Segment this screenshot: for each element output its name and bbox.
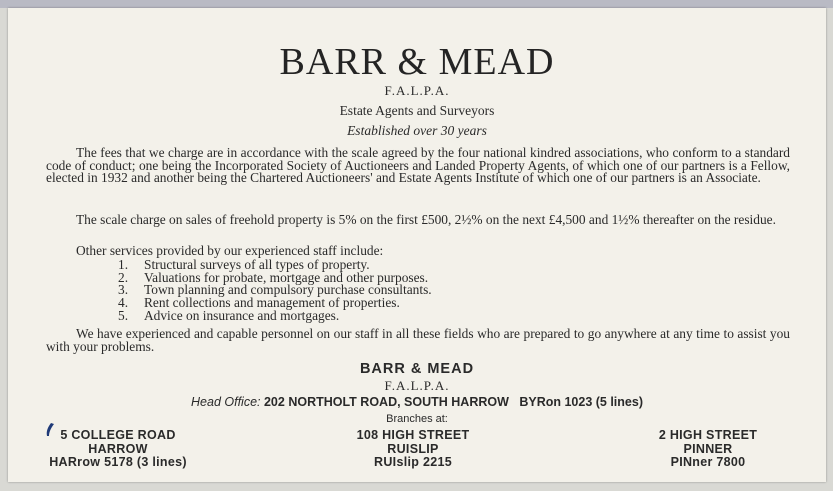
company-title: BARR & MEAD [279,41,555,83]
qualification-text: F.A.L.P.A. [384,83,450,98]
list-text: Town planning and compulsory purchase consultants. [144,282,432,298]
services-list [118,259,432,323]
branch-town: PINNER [683,441,733,456]
head-office-line [8,395,826,409]
branch-town: RUISLIP [387,441,439,456]
company-subtitle: Estate Agents and Surveyors [339,103,495,118]
top-edge-band [0,0,833,8]
list-number: 1. [118,257,129,272]
branch-address: 2 HIGH STREET [658,428,758,442]
footer-brand: BARR & MEAD [359,361,475,377]
head-office-address: 202 NORTHOLT ROAD, SOUTH HARROW [263,395,509,409]
footer-qualification: F.A.L.P.A. [384,378,450,393]
list-text: Advice on insurance and mortgages. [144,307,340,323]
established-text: Established over 30 years [347,123,487,138]
branch-phone: HARrow 5178 (3 lines) [49,455,187,469]
branch-phone: RUIslip 2215 [374,455,452,469]
branch-address: 108 HIGH STREET [356,428,470,442]
staff-paragraph: We have experienced and capable personnel on our staff in all these fields who are prepared to go anywhere at any time to assist you with your problems. [46,326,790,354]
branch-phone: PINner 7800 [670,455,746,469]
list-number: 5. [118,307,129,323]
branches-label: Branches at: [386,413,448,425]
head-office-phone: BYRon 1023 (5 lines) [519,395,643,409]
scale-charge-paragraph: The scale charge on sales of freehold property is 5% on the first £500, 2½% on the next £4,500 and 1½% thereafter on the residue. [76,212,776,227]
branch-address: 5 COLLEGE ROAD [60,428,176,442]
list-text: Rent collections and management of properties. [144,295,400,311]
business-card [8,8,826,482]
list-number: 3. [118,282,129,298]
head-office-label: Head Office: [191,395,261,409]
branch-pinner [628,429,788,470]
list-text: Structural surveys of all types of property. [144,257,370,272]
list-number: 2. [118,269,129,285]
branch-town: HARROW [88,441,148,456]
list-text: Valuations for probate, mortgage and other purposes. [144,269,429,285]
list-item [118,307,432,323]
list-number: 4. [118,295,129,311]
branch-ruislip [333,429,493,470]
services-intro: Other services provided by our experienced staff include: [76,243,384,258]
branch-harrow [38,429,198,470]
fees-paragraph: The fees that we charge are in accordance with the scale agreed by the four national kindred associations, who conform to a standard code of conduct; one being the Incorporated Society of Auctioneers and Landed Property Agents, of which one of our partners is a Fellow, elected in 1932 and another being the Chartered Auctioneers' and Estate Agents Institute of which one of our partners is an Associate. [46,145,790,186]
